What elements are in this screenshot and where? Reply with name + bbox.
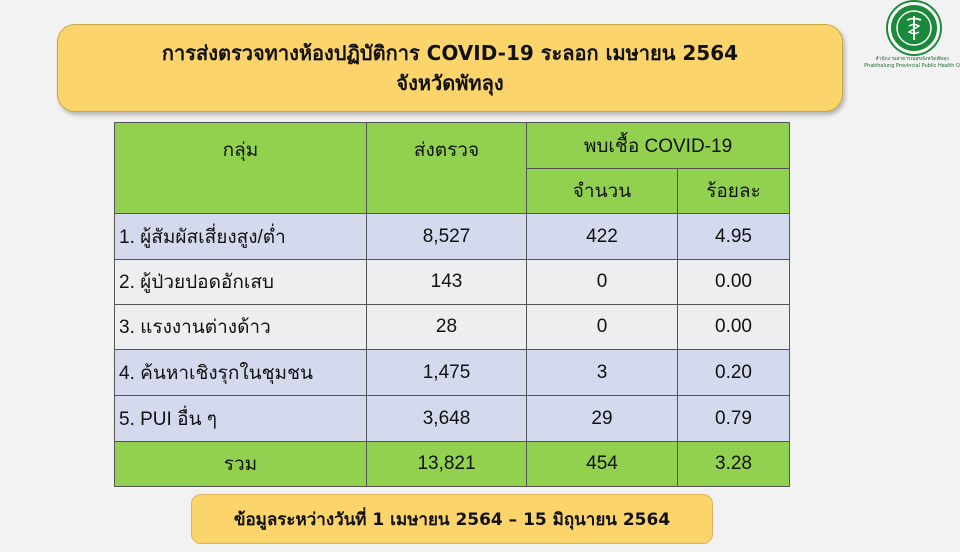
logo-caption-english: Phatthalung Provincial Public Health O <box>864 63 960 69</box>
row-tested: 8,527 <box>367 214 527 260</box>
row-percent: 0.20 <box>678 350 790 396</box>
header-tested: ส่งตรวจ <box>367 123 527 214</box>
table-row <box>115 214 790 260</box>
covid-test-table <box>114 122 790 487</box>
row-group: 1. ผู้สัมผัสเสี่ยงสูง/ต่ำ <box>115 214 367 260</box>
header-percent: ร้อยละ <box>678 169 790 214</box>
row-percent: 0.00 <box>678 260 790 305</box>
total-percent: 3.28 <box>678 442 790 487</box>
total-count: 454 <box>527 442 678 487</box>
row-tested: 28 <box>367 305 527 350</box>
total-label: รวม <box>115 442 367 487</box>
caduceus-icon <box>894 8 934 48</box>
row-count: 0 <box>527 260 678 305</box>
row-tested: 1,475 <box>367 350 527 396</box>
total-tested: 13,821 <box>367 442 527 487</box>
header-count: จำนวน <box>527 169 678 214</box>
row-count: 29 <box>527 396 678 442</box>
table-row <box>115 396 790 442</box>
row-percent: 0.79 <box>678 396 790 442</box>
row-group: 3. แรงงานต่างด้าว <box>115 305 367 350</box>
page-title: การส่งตรวจทางห้องปฏิบัติการ COVID-19 ระลอก เมษายน 2564 <box>161 41 739 65</box>
table-row <box>115 260 790 305</box>
table-row <box>115 350 790 396</box>
row-tested: 143 <box>367 260 527 305</box>
row-group: 2. ผู้ป่วยปอดอักเสบ <box>115 260 367 305</box>
row-group: 5. PUI อื่น ๆ <box>115 396 367 442</box>
row-count: 3 <box>527 350 678 396</box>
header-group: กลุ่ม <box>115 123 367 214</box>
title-banner <box>57 24 843 112</box>
row-count: 0 <box>527 305 678 350</box>
ministry-emblem-icon <box>888 2 940 54</box>
header-found-covid: พบเชื้อ COVID-19 <box>527 123 790 169</box>
table-row <box>115 305 790 350</box>
row-percent: 4.95 <box>678 214 790 260</box>
row-group: 4. ค้นหาเชิงรุกในชุมชน <box>115 350 367 396</box>
row-count: 422 <box>527 214 678 260</box>
row-tested: 3,648 <box>367 396 527 442</box>
date-range-note: ข้อมูลระหว่างวันที่ 1 เมษายน 2564 – 15 มิถุนายน 2564 <box>191 494 713 544</box>
logo-caption-thai: สำนักงานสาธารณสุขจังหวัดพัทลุง <box>875 56 949 62</box>
row-percent: 0.00 <box>678 305 790 350</box>
page-subtitle-province: จังหวัดพัทลุง <box>396 71 504 95</box>
total-row <box>115 442 790 487</box>
